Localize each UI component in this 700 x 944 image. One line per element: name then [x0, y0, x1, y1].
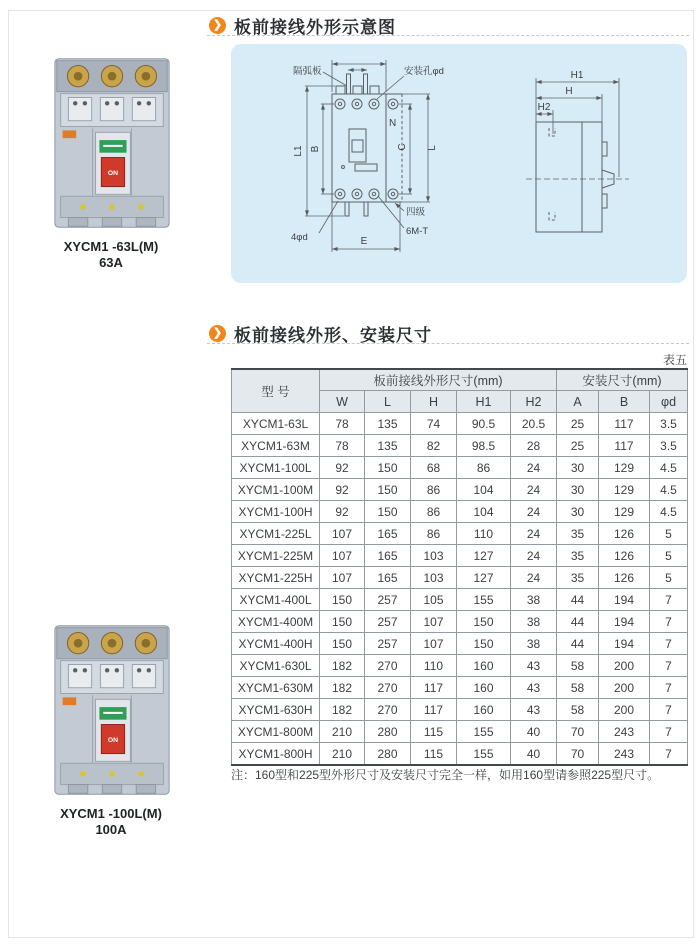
cell-model: XYCM1-630M	[232, 677, 320, 699]
table-row	[232, 545, 688, 567]
cell-value: 30	[557, 457, 599, 479]
cell-value: 35	[557, 523, 599, 545]
cell-value: 35	[557, 545, 599, 567]
cell-value: 182	[320, 677, 365, 699]
cell-model: XYCM1-400M	[232, 611, 320, 633]
cell-value: 24	[511, 523, 557, 545]
cell-value: 150	[365, 501, 411, 523]
col-group-install: 安装尺寸(mm)	[557, 369, 688, 391]
cell-value: 7	[650, 611, 688, 633]
cell-value: 68	[411, 457, 457, 479]
cell-model: XYCM1-63M	[232, 435, 320, 457]
col-header-b: B	[599, 391, 650, 413]
cell-value: 115	[411, 721, 457, 743]
cell-value: 155	[457, 743, 511, 766]
cell-value: 44	[557, 633, 599, 655]
cell-value: 200	[599, 699, 650, 721]
cell-value: 103	[411, 545, 457, 567]
cell-value: 58	[557, 677, 599, 699]
cell-model: XYCM1-800M	[232, 721, 320, 743]
cell-value: 86	[411, 523, 457, 545]
dim-label-b: B	[310, 145, 321, 153]
cell-value: 257	[365, 611, 411, 633]
cell-value: 200	[599, 655, 650, 677]
cell-value: 7	[650, 699, 688, 721]
col-header-l: L	[365, 391, 411, 413]
breaker-photo-63	[39, 51, 185, 235]
breaker-photo-100	[39, 618, 185, 802]
dim-label-c: C	[397, 143, 408, 151]
cell-value: 7	[650, 589, 688, 611]
col-header-a: A	[557, 391, 599, 413]
cell-value: 117	[599, 435, 650, 457]
cell-value: 107	[320, 545, 365, 567]
cell-model: XYCM1-100M	[232, 479, 320, 501]
cell-value: 43	[511, 677, 557, 699]
cell-value: 24	[511, 479, 557, 501]
product-caption-63	[9, 239, 213, 272]
dim-label-l1: L1	[293, 145, 304, 157]
col-header-model: 型 号	[232, 369, 320, 413]
cell-value: 127	[457, 567, 511, 589]
product-rating: 63A	[99, 255, 123, 271]
section2-title: 板前接线外形、安装尺寸	[234, 326, 432, 345]
cell-value: 110	[411, 655, 457, 677]
cell-value: 200	[599, 677, 650, 699]
table-row	[232, 699, 688, 721]
cell-value: 92	[320, 501, 365, 523]
cell-value: 129	[599, 501, 650, 523]
cell-value: 35	[557, 567, 599, 589]
col-header-h2: H2	[511, 391, 557, 413]
cell-model: XYCM1-630H	[232, 699, 320, 721]
cell-value: 58	[557, 655, 599, 677]
table-row	[232, 501, 688, 523]
outline-diagram-panel	[231, 44, 687, 283]
table-row	[232, 589, 688, 611]
cell-value: 257	[365, 589, 411, 611]
cell-value: 210	[320, 721, 365, 743]
cell-value: 150	[457, 611, 511, 633]
cell-value: 24	[511, 501, 557, 523]
cell-value: 129	[599, 457, 650, 479]
cell-value: 117	[599, 413, 650, 435]
dim-label-h: H	[565, 86, 573, 97]
cell-value: 7	[650, 721, 688, 743]
cell-value: 43	[511, 655, 557, 677]
cell-value: 43	[511, 699, 557, 721]
table-body	[232, 413, 688, 766]
cell-value: 44	[557, 611, 599, 633]
cell-value: 78	[320, 413, 365, 435]
cell-value: 86	[457, 457, 511, 479]
table-row	[232, 743, 688, 766]
cell-value: 58	[557, 699, 599, 721]
table-row	[232, 633, 688, 655]
label-4phid: 4φd	[291, 232, 308, 243]
cell-value: 86	[411, 479, 457, 501]
arrow-bullet-icon: ❯	[209, 17, 226, 34]
cell-value: 110	[457, 523, 511, 545]
table-row	[232, 413, 688, 435]
cell-value: 82	[411, 435, 457, 457]
label-mount-hole: 安装孔φd	[404, 66, 444, 77]
col-header-w: W	[320, 391, 365, 413]
cell-value: 126	[599, 523, 650, 545]
cell-value: 24	[511, 457, 557, 479]
cell-value: 126	[599, 545, 650, 567]
cell-value: 40	[511, 743, 557, 766]
outline-diagram	[231, 44, 687, 283]
dim-label-n: N	[389, 118, 397, 129]
table-header-row	[232, 369, 688, 391]
cell-value: 150	[320, 633, 365, 655]
cell-value: 86	[411, 501, 457, 523]
col-header-h: H	[411, 391, 457, 413]
cell-value: 257	[365, 633, 411, 655]
cell-value: 25	[557, 435, 599, 457]
cell-value: 155	[457, 589, 511, 611]
cell-value: 30	[557, 501, 599, 523]
cell-value: 135	[365, 435, 411, 457]
table-row	[232, 611, 688, 633]
cell-value: 150	[320, 589, 365, 611]
cell-model: XYCM1-630L	[232, 655, 320, 677]
col-header-phid: φd	[650, 391, 688, 413]
cell-value: 150	[365, 457, 411, 479]
cell-value: 4.5	[650, 479, 688, 501]
cell-value: 129	[599, 479, 650, 501]
dim-label-h2: H2	[537, 102, 551, 113]
cell-value: 243	[599, 721, 650, 743]
cell-value: 280	[365, 743, 411, 766]
section1-title: 板前接线外形示意图	[234, 18, 396, 37]
footnote: 注：160型和225型外形尺寸及安装尺寸完全一样，如用160型请参照225型尺寸。	[231, 768, 660, 782]
cell-value: 115	[411, 743, 457, 766]
cell-value: 90.5	[457, 413, 511, 435]
cell-value: 78	[320, 435, 365, 457]
table-row	[232, 567, 688, 589]
cell-value: 155	[457, 721, 511, 743]
cell-value: 7	[650, 655, 688, 677]
svg-text:ON: ON	[107, 736, 119, 744]
svg-text:ON: ON	[107, 169, 119, 177]
dimension-table	[231, 368, 688, 766]
cell-value: 210	[320, 743, 365, 766]
cell-model: XYCM1-100L	[232, 457, 320, 479]
cell-value: 30	[557, 479, 599, 501]
table-row	[232, 523, 688, 545]
cell-value: 3.5	[650, 413, 688, 435]
table-row	[232, 457, 688, 479]
cell-value: 107	[320, 523, 365, 545]
cell-value: 104	[457, 479, 511, 501]
product-rating: 100A	[95, 822, 127, 838]
cell-value: 105	[411, 589, 457, 611]
cell-value: 165	[365, 567, 411, 589]
cell-value: 70	[557, 721, 599, 743]
cell-value: 194	[599, 611, 650, 633]
cell-value: 7	[650, 743, 688, 766]
cell-value: 280	[365, 721, 411, 743]
product-model: XYCM1 -63L(M)	[63, 239, 159, 254]
cell-value: 243	[599, 743, 650, 766]
product-model: XYCM1 -100L(M)	[60, 806, 162, 821]
dashed-divider	[207, 35, 689, 36]
cell-value: 270	[365, 677, 411, 699]
cell-value: 3.5	[650, 435, 688, 457]
cell-value: 165	[365, 545, 411, 567]
cell-value: 103	[411, 567, 457, 589]
dashed-divider	[207, 343, 689, 344]
cell-value: 25	[557, 413, 599, 435]
arrow-bullet-icon: ❯	[209, 325, 226, 342]
cell-value: 4.5	[650, 501, 688, 523]
cell-model: XYCM1-400L	[232, 589, 320, 611]
cell-value: 150	[320, 611, 365, 633]
cell-model: XYCM1-100H	[232, 501, 320, 523]
cell-model: XYCM1-400H	[232, 633, 320, 655]
cell-model: XYCM1-63L	[232, 413, 320, 435]
cell-value: 70	[557, 743, 599, 766]
label-6mt: 6M-T	[406, 226, 429, 237]
cell-value: 7	[650, 677, 688, 699]
cell-value: 7	[650, 633, 688, 655]
cell-value: 126	[599, 567, 650, 589]
cell-value: 182	[320, 699, 365, 721]
cell-value: 107	[411, 633, 457, 655]
cell-value: 4.5	[650, 457, 688, 479]
table-row	[232, 721, 688, 743]
cell-value: 5	[650, 567, 688, 589]
cell-value: 24	[511, 545, 557, 567]
cell-value: 38	[511, 611, 557, 633]
col-header-h1: H1	[457, 391, 511, 413]
cell-model: XYCM1-800H	[232, 743, 320, 766]
cell-value: 127	[457, 545, 511, 567]
cell-value: 28	[511, 435, 557, 457]
cell-value: 20.5	[511, 413, 557, 435]
cell-value: 194	[599, 589, 650, 611]
table-number-label: 表五	[662, 353, 687, 367]
cell-value: 165	[365, 523, 411, 545]
cell-value: 107	[320, 567, 365, 589]
cell-value: 98.5	[457, 435, 511, 457]
cell-value: 104	[457, 501, 511, 523]
cell-model: XYCM1-225M	[232, 545, 320, 567]
cell-value: 150	[457, 633, 511, 655]
cell-value: 160	[457, 655, 511, 677]
cell-value: 74	[411, 413, 457, 435]
cell-value: 92	[320, 457, 365, 479]
catalog-page	[8, 10, 694, 938]
cell-value: 5	[650, 523, 688, 545]
cell-model: XYCM1-225L	[232, 523, 320, 545]
label-arc-plate: 隔弧板	[293, 66, 322, 77]
table-row	[232, 479, 688, 501]
col-group-outline: 板前接线外形尺寸(mm)	[320, 369, 557, 391]
cell-value: 135	[365, 413, 411, 435]
cell-value: 107	[411, 611, 457, 633]
cell-value: 38	[511, 633, 557, 655]
cell-value: 24	[511, 567, 557, 589]
table-row	[232, 655, 688, 677]
cell-value: 150	[365, 479, 411, 501]
cell-value: 40	[511, 721, 557, 743]
table-row	[232, 435, 688, 457]
cell-value: 182	[320, 655, 365, 677]
cell-value: 160	[457, 677, 511, 699]
product-caption-100	[9, 806, 213, 839]
cell-value: 117	[411, 677, 457, 699]
dim-label-l: L	[427, 145, 438, 151]
cell-value: 44	[557, 589, 599, 611]
cell-value: 270	[365, 699, 411, 721]
cell-value: 194	[599, 633, 650, 655]
cell-value: 5	[650, 545, 688, 567]
label-four-pole: 四级	[406, 207, 426, 218]
cell-value: 160	[457, 699, 511, 721]
cell-value: 38	[511, 589, 557, 611]
cell-value: 117	[411, 699, 457, 721]
dim-label-e: E	[360, 236, 368, 247]
cell-model: XYCM1-225H	[232, 567, 320, 589]
cell-value: 270	[365, 655, 411, 677]
cell-value: 92	[320, 479, 365, 501]
table-row	[232, 677, 688, 699]
dim-label-h1: H1	[570, 70, 584, 81]
